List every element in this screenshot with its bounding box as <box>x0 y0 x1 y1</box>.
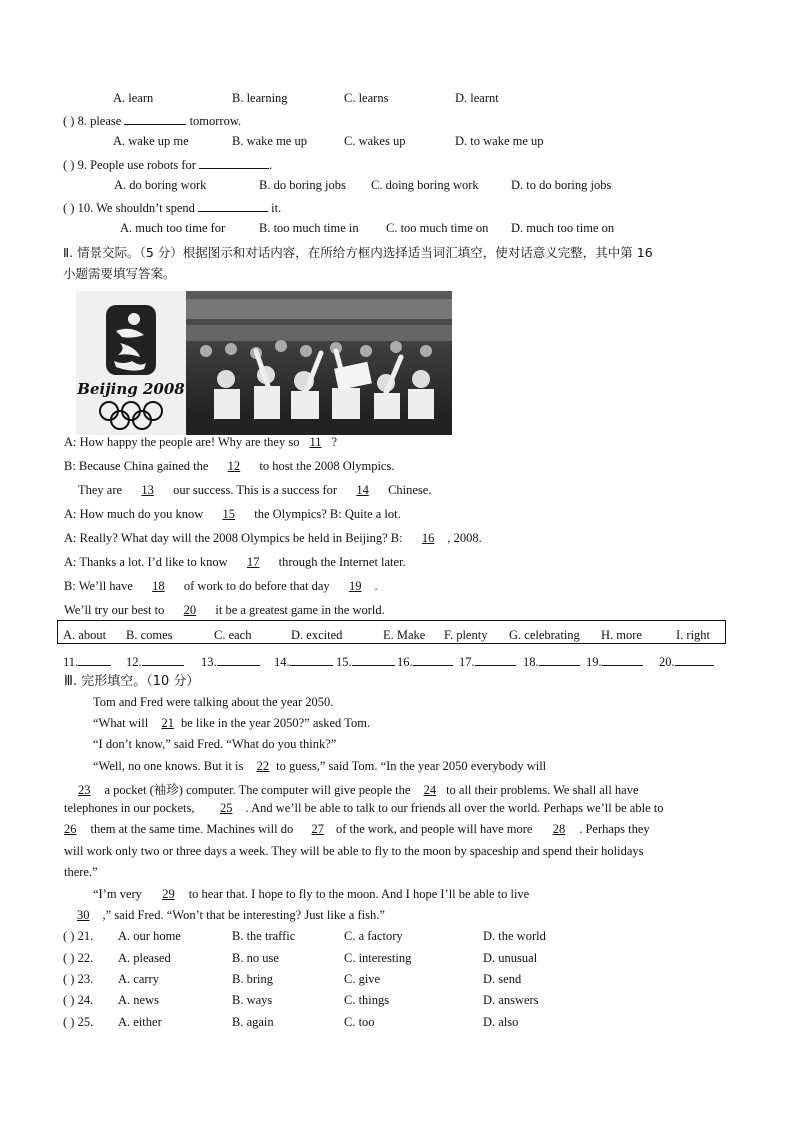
word-g: G. celebrating <box>509 628 580 642</box>
q10-blank <box>198 199 268 212</box>
answer-14: 14. <box>274 653 333 670</box>
section2-title: Ⅱ. 情景交际。（5 分）根据图示和对话内容，在所给方框内选择适当词汇填空，使对话意义完整，其中第 16 <box>63 245 653 260</box>
word-e: E. Make <box>383 628 426 642</box>
q23-option-a: A. carry <box>118 972 159 986</box>
q24-option-c: C. things <box>344 993 390 1007</box>
blank-23: 23 <box>78 783 91 797</box>
word-d: D. excited <box>291 628 343 642</box>
q24-number: ( ) 24. <box>63 993 94 1007</box>
q7-option-d: D. learnt <box>455 91 499 105</box>
cloze-line-11: 30 ,” said Fred. “Won’t that be interesting? Just like a fish.” <box>64 908 385 923</box>
blank-12: 12 <box>227 459 241 473</box>
q9-option-d: D. to do boring jobs <box>511 178 612 192</box>
cloze-line-6: telephones in our pockets, 25 . And we’ll be able to talk to our friends all over the world. Perhaps we’ll be able to <box>64 801 664 815</box>
q21-option-d: D. the world <box>483 929 546 943</box>
q10-stem: ( ) 10. We shouldn’t spend it. <box>63 201 282 215</box>
q8-option-d: D. to wake me up <box>455 134 544 148</box>
q21-number: ( ) 21. <box>63 929 94 943</box>
dialog-line-4: A: How much do you know 15 the Olympics? B: Quite a lot. <box>64 507 401 521</box>
q7-option-a: A. learn <box>113 91 154 105</box>
answer-17: 17. <box>459 653 516 670</box>
blank-26: 26 <box>64 822 77 836</box>
answer-19: 19. <box>586 653 643 670</box>
q24-option-a: A. news <box>118 993 159 1007</box>
logo-text: Beijing 2008 <box>77 380 185 398</box>
section2-title-cont: 小题需要填写答案。 <box>63 266 176 281</box>
q25-number: ( ) 25. <box>63 1015 94 1029</box>
section3-title: Ⅲ. 完形填空。（10 分） <box>64 674 200 689</box>
blank-29: 29 <box>162 887 175 901</box>
answer-16: 16. <box>397 653 453 670</box>
blank-17: 17 <box>246 555 260 569</box>
word-f: F. plenty <box>444 628 488 642</box>
q9-option-c: C. doing boring work <box>371 178 479 192</box>
blank-19: 19 <box>348 579 362 593</box>
q21-option-b: B. the traffic <box>232 929 296 943</box>
answer-11: 11. <box>63 653 111 670</box>
cloze-line-7: 26 them at the same time. Machines will do 27 of the work, and people will have more 28 . Perhaps they <box>64 822 650 836</box>
cloze-line-4: “Well, no one knows. But it is 22 to guess,” said Tom. “In the year 2050 everybody will <box>93 759 547 773</box>
answer-15: 15. <box>336 653 395 670</box>
cloze-line-10: “I’m very 29 to hear that. I hope to fly to the moon. And I hope I’ll be able to live <box>93 887 530 901</box>
q9-option-a: A. do boring work <box>114 178 207 192</box>
q9-option-b: B. do boring jobs <box>259 178 346 192</box>
q9-blank <box>199 156 269 169</box>
answer-13: 13. <box>201 653 260 670</box>
word-b: B. comes <box>126 628 173 642</box>
answer-12: 12. <box>126 653 184 670</box>
cloze-line-8: will work only two or three days a week. They will be able to fly to the moon by spaceship and spend their holidays <box>64 844 644 858</box>
q22-option-a: A. pleased <box>118 951 171 965</box>
q10-option-d: D. much too time on <box>511 221 615 235</box>
q8-option-b: B. wake me up <box>232 134 307 148</box>
q23-option-b: B. bring <box>232 972 273 986</box>
q9-stem: ( ) 9. People use robots for . <box>63 158 273 172</box>
blank-20: 20 <box>183 603 197 617</box>
q23-number: ( ) 23. <box>63 972 94 986</box>
q23-option-c: C. give <box>344 972 381 986</box>
dialog-line-2: B: Because China gained the 12 to host the 2008 Olympics. <box>64 459 395 473</box>
blank-22: 22 <box>256 759 270 773</box>
q24-option-d: D. answers <box>483 993 539 1007</box>
blank-15: 15 <box>222 507 235 521</box>
q7-option-c: C. learns <box>344 91 389 105</box>
q25-option-a: A. either <box>118 1015 162 1029</box>
answer-20: 20. <box>659 653 714 670</box>
dialog-line-5: A: Really? What day will the 2008 Olympics be held in Beijing? B: 16 , 2008. <box>64 531 482 545</box>
q25-option-c: C. too <box>344 1015 375 1029</box>
q8-option-a: A. wake up me <box>113 134 189 148</box>
answer-18: 18. <box>523 653 580 670</box>
dialog-line-1: A: How happy the people are! Why are they so 11 ? <box>64 435 338 449</box>
q10-option-c: C. too much time on <box>386 221 489 235</box>
beijing-2008-logo <box>76 291 186 435</box>
q10-option-a: A. much too time for <box>120 221 226 235</box>
q10-option-b: B. too much time in <box>259 221 359 235</box>
q8-stem: ( ) 8. please tomorrow. <box>63 114 242 128</box>
q22-number: ( ) 22. <box>63 951 94 965</box>
cloze-line-3: “I don’t know,” said Fred. “What do you think?” <box>93 737 337 751</box>
word-i: I. right <box>676 628 711 642</box>
blank-11: 11 <box>309 435 322 449</box>
cloze-line-5: 23 a pocket (袖珍) computer. The computer will give people the 24 to all their problems. We shall all have <box>64 780 730 798</box>
q25-option-d: D. also <box>483 1015 519 1029</box>
word-c: C. each <box>214 628 252 642</box>
dialog-line-6: A: Thanks a lot. I’d like to know 17 through the Internet later. <box>64 555 406 569</box>
blank-14: 14 <box>356 483 369 497</box>
blank-28: 28 <box>552 822 566 836</box>
olympics-photo <box>76 291 452 435</box>
cloze-line-2: “What will 21 be like in the year 2050?” asked Tom. <box>93 716 371 730</box>
q8-option-c: C. wakes up <box>344 134 406 148</box>
dialog-line-7: B: We’ll have 18 of work to do before that day 19 . <box>64 579 378 593</box>
blank-30: 30 <box>77 908 90 922</box>
blank-27: 27 <box>311 822 324 836</box>
q22-option-d: D. unusual <box>483 951 538 965</box>
blank-21: 21 <box>161 716 174 730</box>
dialog-line-3: They are 13 our success. This is a success for 14 Chinese. <box>78 483 432 497</box>
q7-option-b: B. learning <box>232 91 288 105</box>
q24-option-b: B. ways <box>232 993 273 1007</box>
q23-option-d: D. send <box>483 972 522 986</box>
blank-18: 18 <box>152 579 165 593</box>
q22-option-b: B. no use <box>232 951 279 965</box>
q21-option-a: A. our home <box>118 929 181 943</box>
word-a: A. about <box>63 628 107 642</box>
cheering-crowd-image <box>186 291 452 435</box>
q22-option-c: C. interesting <box>344 951 412 965</box>
cloze-line-1: Tom and Fred were talking about the year 2050. <box>93 695 334 709</box>
blank-25: 25 <box>220 801 233 815</box>
cloze-line-9: there.” <box>64 865 98 879</box>
q8-blank <box>124 112 186 125</box>
blank-13: 13 <box>141 483 154 497</box>
q25-option-b: B. again <box>232 1015 274 1029</box>
q21-option-c: C. a factory <box>344 929 403 943</box>
dialog-line-8: We’ll try our best to 20 it be a greatest game in the world. <box>64 603 385 617</box>
blank-16: 16 <box>421 531 435 545</box>
blank-24: 24 <box>423 783 437 797</box>
word-h: H. more <box>601 628 642 642</box>
